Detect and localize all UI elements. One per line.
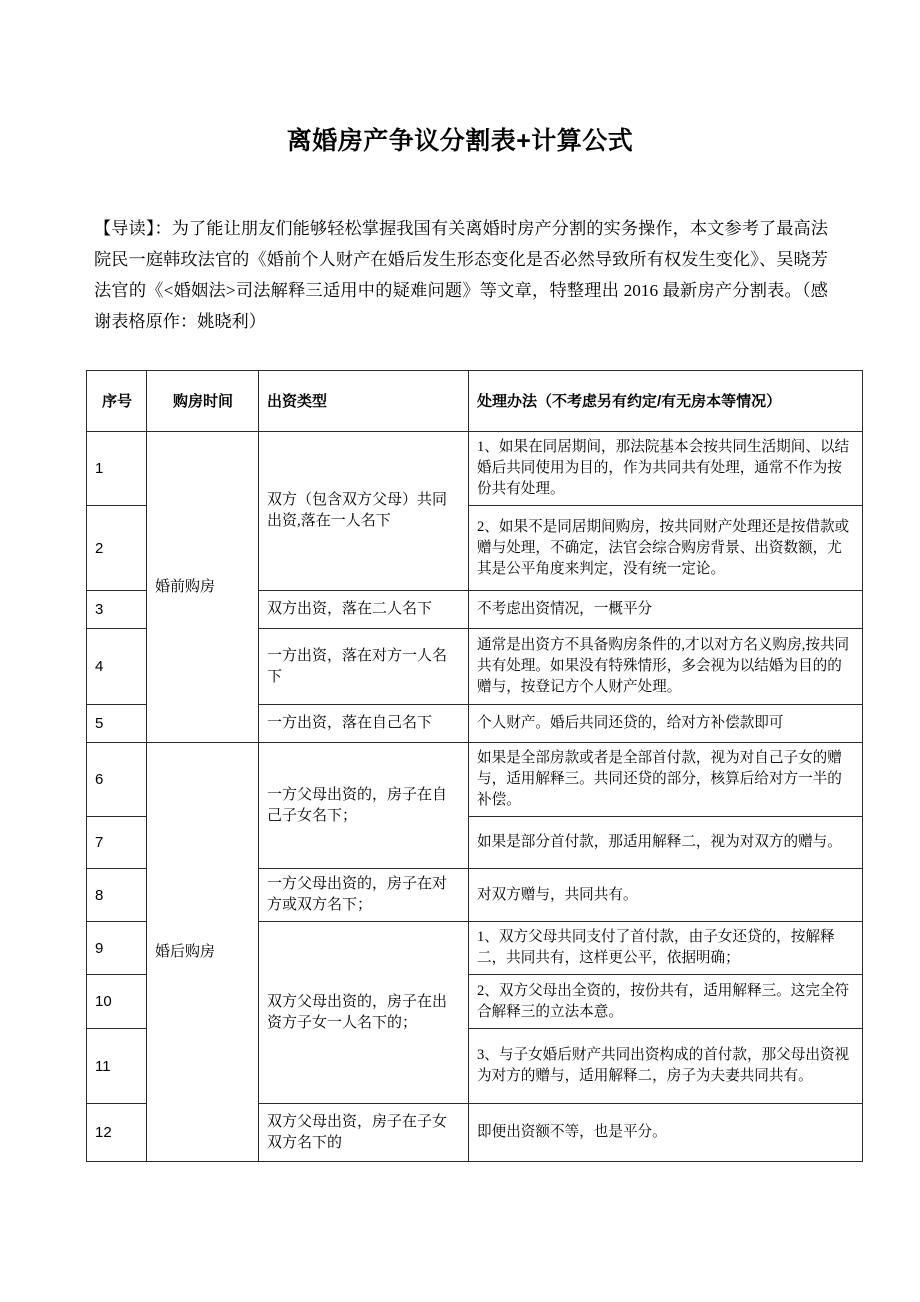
type-cell: 双方（包含双方父母）共同出资,落在一人名下 xyxy=(259,432,469,591)
rule-cell: 2、双方父母出全资的，按份共有，适用解释三。这完全符合解释三的立法本意。 xyxy=(469,975,863,1029)
intro-paragraph: 【导读】：为了能让朋友们能够轻松掌握我国有关离婚时房产分割的实务操作，本文参考了最高法院民一庭韩玫法官的《婚前个人财产在婚后发生形态变化是否必然导致所有权发生变化》、吴晓芳法官的《<婚姻法>司法解释三适用中的疑难问题》等文章，特整理出 2016 最新房产分割表。（感谢表格原作：姚晓利） xyxy=(94,219,828,332)
rule-cell: 1、如果在同居期间，那法院基本会按共同生活期间、以结婚后共同使用为目的，作为共同共有处理，通常不作为按份共有处理。 xyxy=(469,432,863,506)
rule-cell: 如果是全部房款或者是全部首付款，视为对自己子女的赠与，适用解释三。共同还贷的部分，核算后给对方一半的补偿。 xyxy=(469,743,863,817)
row-index-cell: 12 xyxy=(87,1104,147,1162)
rule-cell: 不考虑出资情况，一概平分 xyxy=(469,591,863,629)
table-row xyxy=(87,432,863,506)
row-index-cell: 4 xyxy=(87,629,147,705)
row-index-cell: 2 xyxy=(87,506,147,591)
property-split-table-wrapper xyxy=(86,370,862,1162)
type-cell: 一方父母出资的，房子在自己子女名下； xyxy=(259,743,469,869)
row-index-cell: 8 xyxy=(87,869,147,922)
table-header-row xyxy=(87,371,863,432)
header-cell-no: 序号 xyxy=(87,371,147,432)
header-cell-rule: 处理办法（不考虑另有约定/有无房本等情况） xyxy=(469,371,863,432)
type-cell: 一方出资，落在自己名下 xyxy=(259,705,469,743)
rule-cell: 如果是部分首付款，那适用解释二，视为对双方的赠与。 xyxy=(469,817,863,869)
row-index-cell: 3 xyxy=(87,591,147,629)
type-cell: 双方出资，落在二人名下 xyxy=(259,591,469,629)
rule-cell: 通常是出资方不具备购房条件的,才以对方名义购房,按共同共有处理。如果没有特殊情形，多会视为以结婚为目的的赠与，按登记方个人财产处理。 xyxy=(469,629,863,705)
table-row xyxy=(87,743,863,817)
row-index-cell: 11 xyxy=(87,1029,147,1104)
row-index-cell: 10 xyxy=(87,975,147,1029)
group-label-after-marriage: 婚后购房 xyxy=(147,743,259,1162)
type-cell: 一方父母出资的，房子在对方或双方名下； xyxy=(259,869,469,922)
type-cell: 双方父母出资的，房子在出资方子女一人名下的； xyxy=(259,922,469,1104)
rule-cell: 即便出资额不等，也是平分。 xyxy=(469,1104,863,1162)
header-cell-type: 出资类型 xyxy=(259,371,469,432)
property-split-table xyxy=(86,370,863,1162)
row-index-cell: 6 xyxy=(87,743,147,817)
rule-cell: 1、双方父母共同支付了首付款，由子女还贷的，按解释二，共同共有，这样更公平，依据明确； xyxy=(469,922,863,975)
row-index-cell: 7 xyxy=(87,817,147,869)
page-title: 离婚房产争议分割表+计算公式 xyxy=(286,126,634,155)
row-index-cell: 5 xyxy=(87,705,147,743)
row-index-cell: 9 xyxy=(87,922,147,975)
rule-cell: 2、如果不是同居期间购房，按共同财产处理还是按借款或赠与处理，不确定，法官会综合购房背景、出资数额，尤其是公平角度来判定，没有统一定论。 xyxy=(469,506,863,591)
rule-cell: 3、与子女婚后财产共同出资构成的首付款，那父母出资视为对方的赠与，适用解释二，房子为夫妻共同共有。 xyxy=(469,1029,863,1104)
type-cell: 一方出资，落在对方一人名下 xyxy=(259,629,469,705)
group-label-before-marriage: 婚前购房 xyxy=(147,432,259,743)
header-cell-time: 购房时间 xyxy=(147,371,259,432)
rule-cell: 个人财产。婚后共同还贷的，给对方补偿款即可 xyxy=(469,705,863,743)
type-cell: 双方父母出资，房子在子女双方名下的 xyxy=(259,1104,469,1162)
row-index-cell: 1 xyxy=(87,432,147,506)
rule-cell: 对双方赠与，共同共有。 xyxy=(469,869,863,922)
